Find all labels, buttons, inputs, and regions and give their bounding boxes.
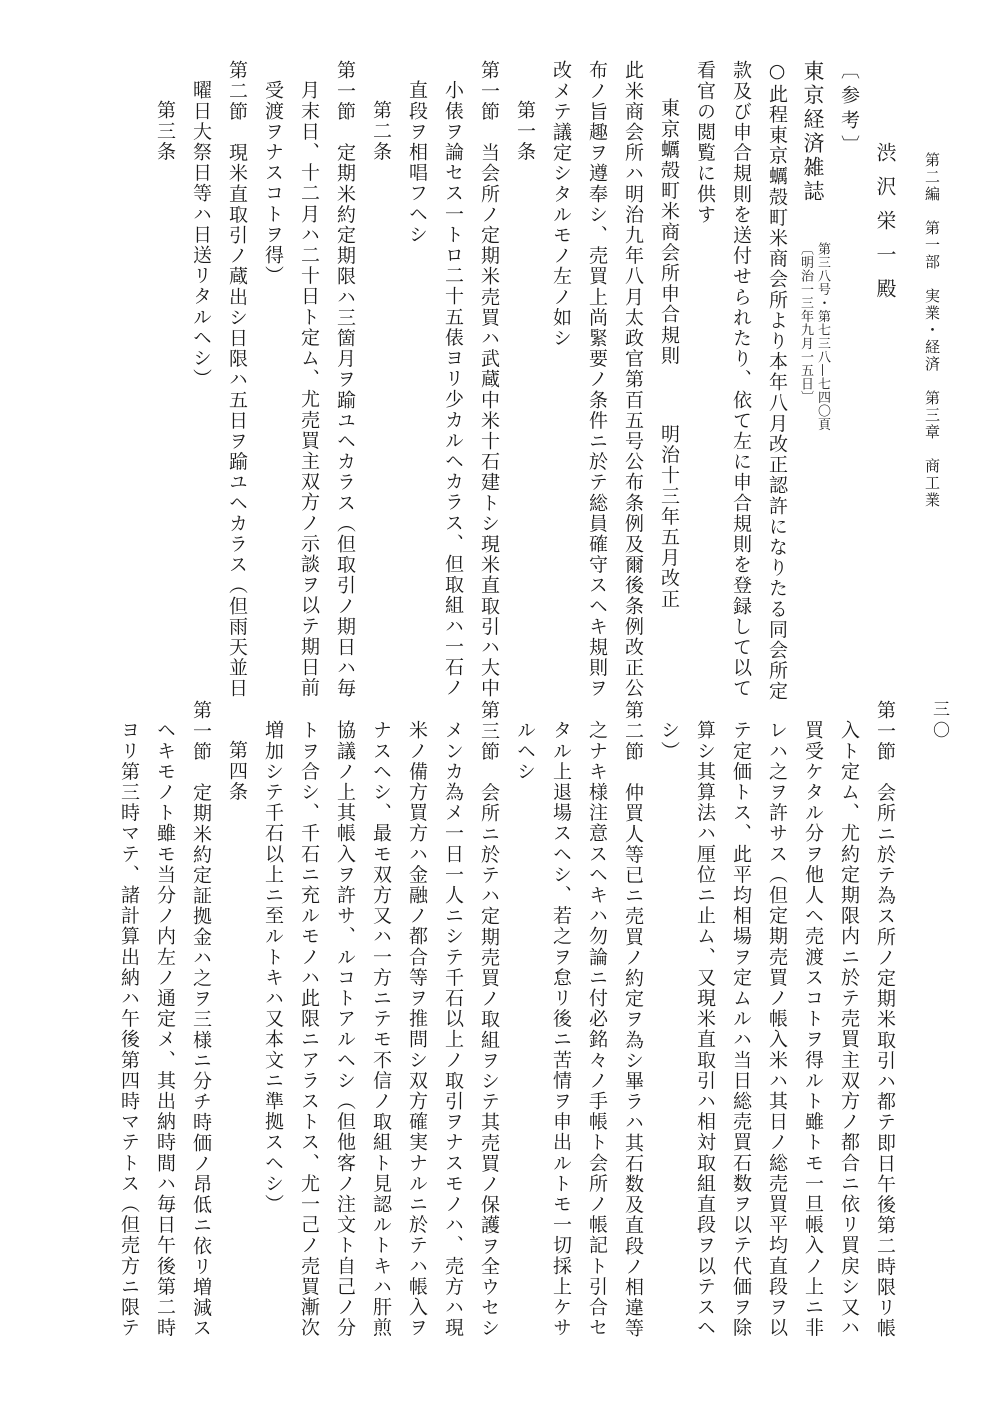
article-line: テ定価トス、此平均相場ヲ定ムルハ当日総売買石数ヲ以テ代価ヲ除 [730, 720, 752, 1338]
preamble-line: 此米商会所ハ明治九年八月太政官第百五号公布条例及爾後条例改正公 [622, 60, 644, 699]
article-line: 第二節 現米直取引ノ蔵出シ日限ハ五日ヲ踰ユヘカラス（但雨天並日 [226, 60, 248, 699]
article-line: レハ之ヲ許サス（但定期売買ノ帳入米ハ其日ノ総売買平均直段ヲ以 [766, 720, 788, 1338]
article-line: 米ノ備方買方ハ金融ノ都合等ヲ推問シ双方確実ナルニ於テハ帳入ヲ [406, 720, 428, 1338]
article-line: トヲ合シ、千石ニ充ルモノハ此限ニアラストス、尤一己ノ売買漸次 [298, 720, 320, 1338]
article-line: ナスヘシ、最モ双方又ハ一方ニテモ不信ノ取組ト見認ルトキハ肝煎 [370, 720, 392, 1338]
rules-heading [651, 60, 687, 680]
intro-line: ○此程東京蠣殻町米商会所より本年八月改正認許になりたる同会所定 [766, 60, 788, 702]
article-line: 買受ケタル分ヲ他人ヘ売渡スコトヲ得ルト雖トモ一旦帳入ノ上ニ非 [802, 720, 824, 1338]
article-heading: 第三条 [154, 100, 176, 162]
article-line: 算シ其算法ハ厘位ニ止ム、又現米直取引ハ相対取組直段ヲ以テスヘ [694, 720, 716, 1338]
rules-title: 東京蠣殻町米商会所申合規則 [658, 98, 680, 366]
article-line: 入ト定ム、尤約定期限内ニ於テ売買主双方ノ都合ニ依リ買戻シ又ハ [838, 720, 860, 1338]
article-line: 第一節 定期米約定期限ハ三箇月ヲ踰ユヘカラス（但取引ノ期日ハ毎 [334, 60, 356, 699]
journal-source-date: 〔明治一三年九月一五日〕 [798, 241, 813, 404]
article-line: 曜日大祭日等ハ日送リタルヘシ） [190, 80, 212, 389]
article-line: ヘキモノト雖モ当分ノ内左ノ通定メ、其出納時間ハ毎日午後第二時 [154, 720, 176, 1338]
article-line: ヨリ第三時マテ、諸計算出納ハ午後第四時マテトス（但売方ニ限テ [118, 720, 140, 1338]
article-line: 直段ヲ相唱フヘシ [406, 80, 428, 245]
reference-marker: 〔参考〕 [838, 60, 860, 160]
article-line: 第三節 会所ニ於テハ定期売買ノ取組ヲシテ其売買ノ保護ヲ全ウセシ [478, 700, 500, 1339]
article-line: 第一節 会所ニ於テ為ス所ノ定期米取引ハ都テ即日午後第二時限リ帳 [874, 700, 896, 1339]
article-heading: 第四条 [226, 740, 248, 802]
journal-source-issue: 第三八号・第七三八—七四〇頁 [815, 241, 830, 431]
preamble-line: 布ノ旨趣ヲ遵奉シ、売買上尚緊要ノ条件ニ於テ総員確守スヘキ規則ヲ [586, 60, 608, 699]
article-heading: 第二条 [370, 100, 392, 162]
article-line: 増加シテ千石以上ニ至ルトキハ又本文ニ準拠スヘシ） [262, 720, 284, 1215]
addressee: 渋沢栄一殿 [873, 142, 897, 312]
article-line: 之ナキ様注意スヘキハ勿論ニ付必銘々ノ手帳ト会所ノ帳記ト引合セ [586, 720, 608, 1338]
article-line: 協議ノ上其帳入ヲ許サ、ルコトアルヘシ（但他客ノ注文ト自己ノ分 [334, 720, 356, 1338]
article-line: 小俵ヲ論セス一トロ二十五俵ヨリ少カルヘカラス、但取組ハ一石ノ [442, 80, 464, 698]
journal-title: 東京経済雑誌 [801, 60, 825, 204]
journal-source [797, 242, 831, 431]
article-heading: 第一条 [514, 100, 536, 162]
rules-date: 明治十三年五月改正 [658, 423, 680, 610]
bottom-text-block [111, 700, 903, 1350]
article-line: 第二節 仲買人等已ニ売買ノ約定ヲ為シ畢ラハ其石数及直段ノ相違等 [622, 700, 644, 1339]
article-line: シ） [658, 720, 680, 762]
article-line: 第一節 定期米約定証拠金ハ之ヲ三様ニ分チ時価ノ昂低ニ依リ増減ス [190, 700, 212, 1339]
article-line: タル上退場スヘシ、若之ヲ怠リ後ニ苦情ヲ申出ルトモ一切採上ケサ [550, 720, 572, 1338]
intro-line: 款及び申合規則を送付せられたり、依て左に申合規則を登録して以て [730, 60, 752, 699]
preamble-line: 改メテ議定シタルモノ左ノ如シ [550, 60, 572, 349]
top-text-block [147, 60, 903, 702]
article-line: 第一節 当会所ノ定期米売買ハ武蔵中米十石建トシ現米直取引ハ大中 [478, 60, 500, 699]
article-line: 月末日、十二月ハ二十日ト定ム、尤売買主双方ノ示談ヲ以テ期日前 [298, 80, 320, 698]
article-line: メンカ為メ一日一人ニシテ千石以上ノ取引ヲナスモノハ、売方ハ現 [442, 720, 464, 1338]
journal-heading [795, 60, 831, 680]
running-header: 第二編 第一部 実業・経済 第三章 商工業 [923, 152, 941, 509]
intro-line: 看官の閲覧に供す [694, 60, 716, 225]
page-number: 三〇 [929, 700, 949, 742]
article-line: 受渡ヲナスコトヲ得） [262, 80, 284, 286]
article-line: ルヘシ [514, 720, 536, 782]
